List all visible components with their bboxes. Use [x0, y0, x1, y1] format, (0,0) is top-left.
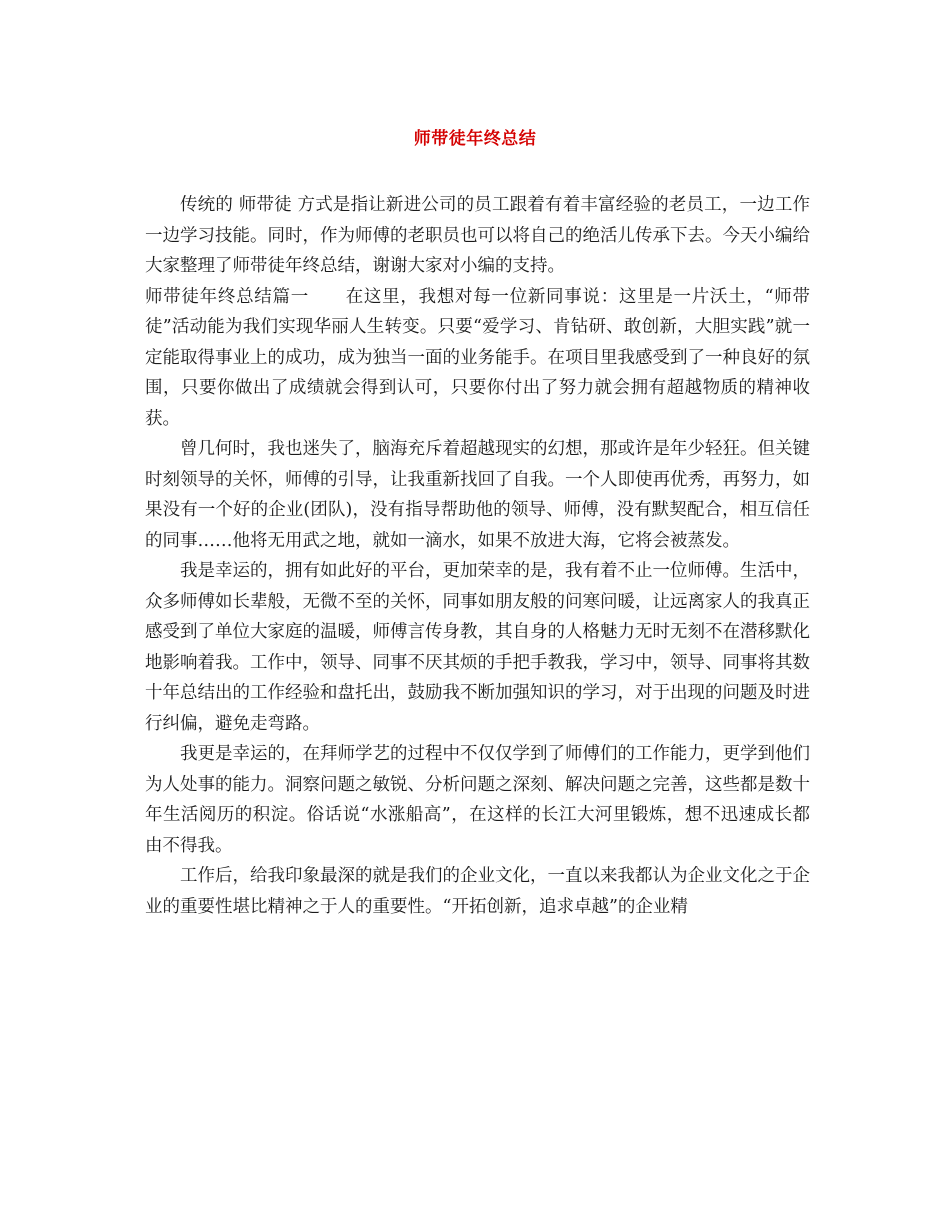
body-paragraph: 我是幸运的，拥有如此好的平台，更加荣幸的是，我有着不止一位师傅。生活中，众多师傅如长辈般，无微不至的关怀，同事如朋友般的问寒问暖，让远离家人的我真正感受到了单位大家庭的温暖，师傅言传身教，其自身的人格魅力无时无刻不在潜移默化地影响着我。工作中，领导、同事不厌其烦的手把手教我，学习中，领导、同事将其数十年总结出的工作经验和盘托出，鼓励我不断加强知识的学习，对于出现的问题及时进行纠偏，避免走弯路。	[145, 561, 810, 734]
body-paragraph: 曾几何时，我也迷失了，脑海充斥着超越现实的幻想，那或许是年少轻狂。但关键时刻领导的关怀，师傅的引导，让我重新找回了自我。一个人即使再优秀，再努力，如果没有一个好的企业(团队)，没有指导帮助他的领导、师傅，没有默契配合，相互信任的同事……他将无用武之地，就如一滴水，如果不放进大海，它将会被蒸发。	[145, 439, 810, 551]
intro-paragraph: 传统的 师带徒 方式是指让新进公司的员工跟着有着丰富经验的老员工，一边工作一边学习技能。同时，作为师傅的老职员也可以将自己的绝活儿传承下去。今天小编给大家整理了师带徒年终总结，谢谢大家对小编的支持。	[145, 195, 810, 276]
body-paragraph: 工作后，给我印象最深的就是我们的企业文化，一直以来我都认为企业文化之于企业的重要性堪比精神之于人的重要性。“开拓创新，追求卓越”的企业精	[145, 866, 810, 917]
section-block	[145, 282, 810, 435]
document-body	[145, 190, 810, 922]
section-first-paragraph: 在这里，我想对每一位新同事说：这里是一片沃土，“师带徒”活动能为我们实现华丽人生转变。只要“爱学习、肯钻研、敢创新，大胆实践”就一定能取得事业上的成功，成为独当一面的业务能手。在项目里我感受到了一种良好的氛围，只要你做出了成绩就会得到认可，只要你付出了努力就会拥有超越物质的精神收获。	[145, 286, 810, 429]
document-title: 师带徒年终总结	[413, 129, 537, 149]
section-heading: 师带徒年终总结篇一	[145, 286, 309, 307]
body-paragraph: 我更是幸运的，在拜师学艺的过程中不仅仅学到了师傅们的工作能力，更学到他们为人处事的能力。洞察问题之敏锐、分析问题之深刻、解决问题之完善，这些都是数十年生活阅历的积淀。俗话说“水涨船高”，在这样的长江大河里锻炼，想不迅速成长都由不得我。	[145, 744, 810, 856]
